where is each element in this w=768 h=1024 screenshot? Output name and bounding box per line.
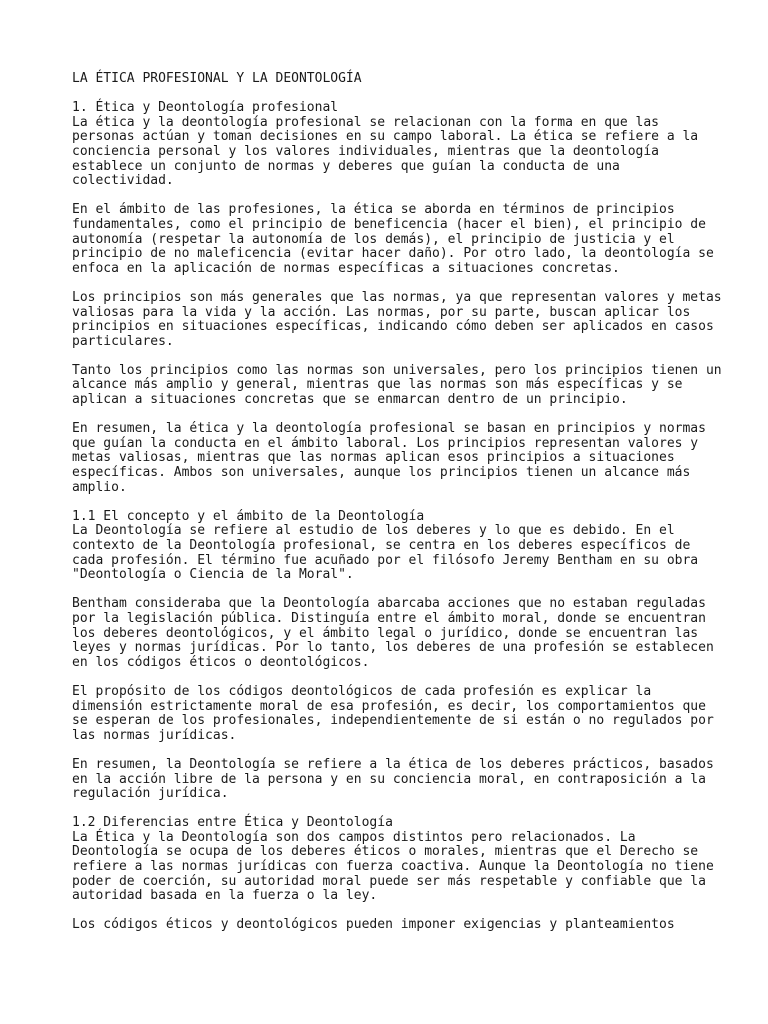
section-heading: 1.2 Diferencias entre Ética y Deontología — [72, 815, 393, 831]
text-line: metas valiosas, mientras que las normas aplican esos principios a situaciones — [72, 450, 675, 466]
text-line: aplican a situaciones concretas que se enmarcan dentro de un principio. — [72, 392, 628, 408]
section — [72, 100, 722, 495]
text-line: Tanto los principios como las normas son universales, pero los principios tienen un — [72, 362, 722, 378]
text-line: cada profesión. El término fue acuñado por el filósofo Jeremy Bentham en su obra — [72, 552, 699, 568]
text-line: refiere a las normas jurídicas con fuerza coactiva. Aunque la Deontología no tiene — [72, 859, 714, 875]
text-line: autoridad basada en la fuerza o la ley. — [72, 888, 378, 904]
text-line: amplio. — [72, 479, 127, 495]
text-line: establece un conjunto de normas y deberes que guían la conducta de una — [72, 158, 620, 174]
text-line: en la acción libre de la persona y en su conciencia moral, en contraposición a la — [72, 771, 706, 787]
text-line: en los códigos éticos o deontológicos. — [72, 654, 370, 670]
section-heading: 1. Ética y Deontología profesional — [72, 100, 339, 116]
paragraph — [72, 816, 712, 904]
text-line: específicas. Ambos son universales, aunque los principios tienen un alcance más — [72, 465, 691, 481]
paragraph — [72, 597, 712, 670]
text-line: principio de no maleficencia (evitar hacer daño). Por otro lado, la deontología se — [72, 246, 714, 262]
paragraph — [72, 758, 712, 802]
text-line: En el ámbito de las profesiones, la ética se aborda en términos de principios — [72, 202, 675, 218]
text-line: por la legislación pública. Distinguía entre el ámbito moral, donde se encuentran — [72, 610, 706, 626]
text-line: personas actúan y toman decisiones en su campo laboral. La ética se refiere a la — [72, 129, 699, 145]
text-line: Los principios son más generales que las normas, ya que representan valores y metas — [72, 289, 722, 305]
section — [72, 510, 712, 802]
text-line: los deberes deontológicos, y el ámbito legal o jurídico, donde se encuentran las — [72, 625, 699, 641]
paragraph — [72, 289, 722, 349]
paragraph — [72, 422, 712, 495]
document-sections — [72, 100, 722, 933]
section-heading: 1.1 El concepto y el ámbito de la Deontología — [72, 508, 425, 524]
text-line: El propósito de los códigos deontológicos de cada profesión es explicar la — [72, 683, 652, 699]
text-line: particulares. — [72, 333, 174, 349]
document-body — [72, 71, 722, 948]
text-line: La ética y la deontología profesional se relacionan con la forma en que las — [72, 114, 659, 130]
text-line: Deontología se ocupa de los deberes éticos o morales, mientras que el Derecho se — [72, 844, 699, 860]
text-line: La Ética y la Deontología son dos campos distintos pero relacionados. La — [72, 829, 636, 845]
text-line: dimensión estrictamente moral de esa profesión, es decir, los comportamientos que — [72, 698, 706, 714]
text-line: La Deontología se refiere al estudio de los deberes y lo que es debido. En el — [72, 523, 675, 539]
text-line: poder de coerción, su autoridad moral puede ser más respetable y confiable que la — [72, 873, 706, 889]
text-line: Bentham consideraba que la Deontología abarcaba acciones que no estaban reguladas — [72, 596, 706, 612]
paragraph — [72, 685, 712, 743]
text-line: En resumen, la Deontología se refiere a la ética de los deberes prácticos, basados — [72, 756, 714, 772]
paragraph — [72, 510, 712, 583]
text-line: alcance más amplio y general, mientras que las normas son más específicas y se — [72, 377, 683, 393]
paragraph — [72, 918, 712, 933]
text-line: que guían la conducta en el ámbito laboral. Los principios representan valores y — [72, 435, 699, 451]
text-line: fundamentales, como el principio de beneficencia (hacer el bien), el principio de — [72, 216, 706, 232]
text-line: En resumen, la ética y la deontología profesional se basan en principios y normas — [72, 421, 706, 437]
text-line: las normas jurídicas. — [72, 727, 237, 743]
text-line: enfoca en la aplicación de normas específicas a situaciones concretas. — [72, 260, 620, 276]
text-line: leyes y normas jurídicas. Por lo tanto, los deberes de una profesión se establecen — [72, 640, 714, 656]
document-title: LA ÉTICA PROFESIONAL Y LA DEONTOLOGÍA — [72, 71, 362, 86]
text-line: contexto de la Deontología profesional, se centra en los deberes específicos de — [72, 538, 691, 553]
text-line: regulación jurídica. — [72, 786, 229, 802]
section — [72, 816, 712, 933]
paragraph — [72, 101, 712, 189]
paragraph — [72, 362, 722, 408]
text-line: conciencia personal y los valores individuales, mientras que la deontología — [72, 143, 659, 159]
text-line: se esperan de los profesionales, independientemente de si están o no regulados por — [72, 713, 714, 729]
text-line: Los códigos éticos y deontológicos pueden imponer exigencias y planteamientos — [72, 917, 675, 933]
text-line: valiosas para la vida y la acción. Las normas, por su parte, buscan aplicar los — [72, 304, 691, 320]
text-line: "Deontología o Ciencia de la Moral". — [72, 567, 354, 583]
text-line: autonomía (respetar la autonomía de los demás), el principio de justicia y el — [72, 231, 675, 247]
text-line: principios en situaciones específicas, indicando cómo deben ser aplicados en casos — [72, 319, 714, 335]
paragraph — [72, 203, 712, 276]
text-line: colectividad. — [72, 173, 174, 189]
